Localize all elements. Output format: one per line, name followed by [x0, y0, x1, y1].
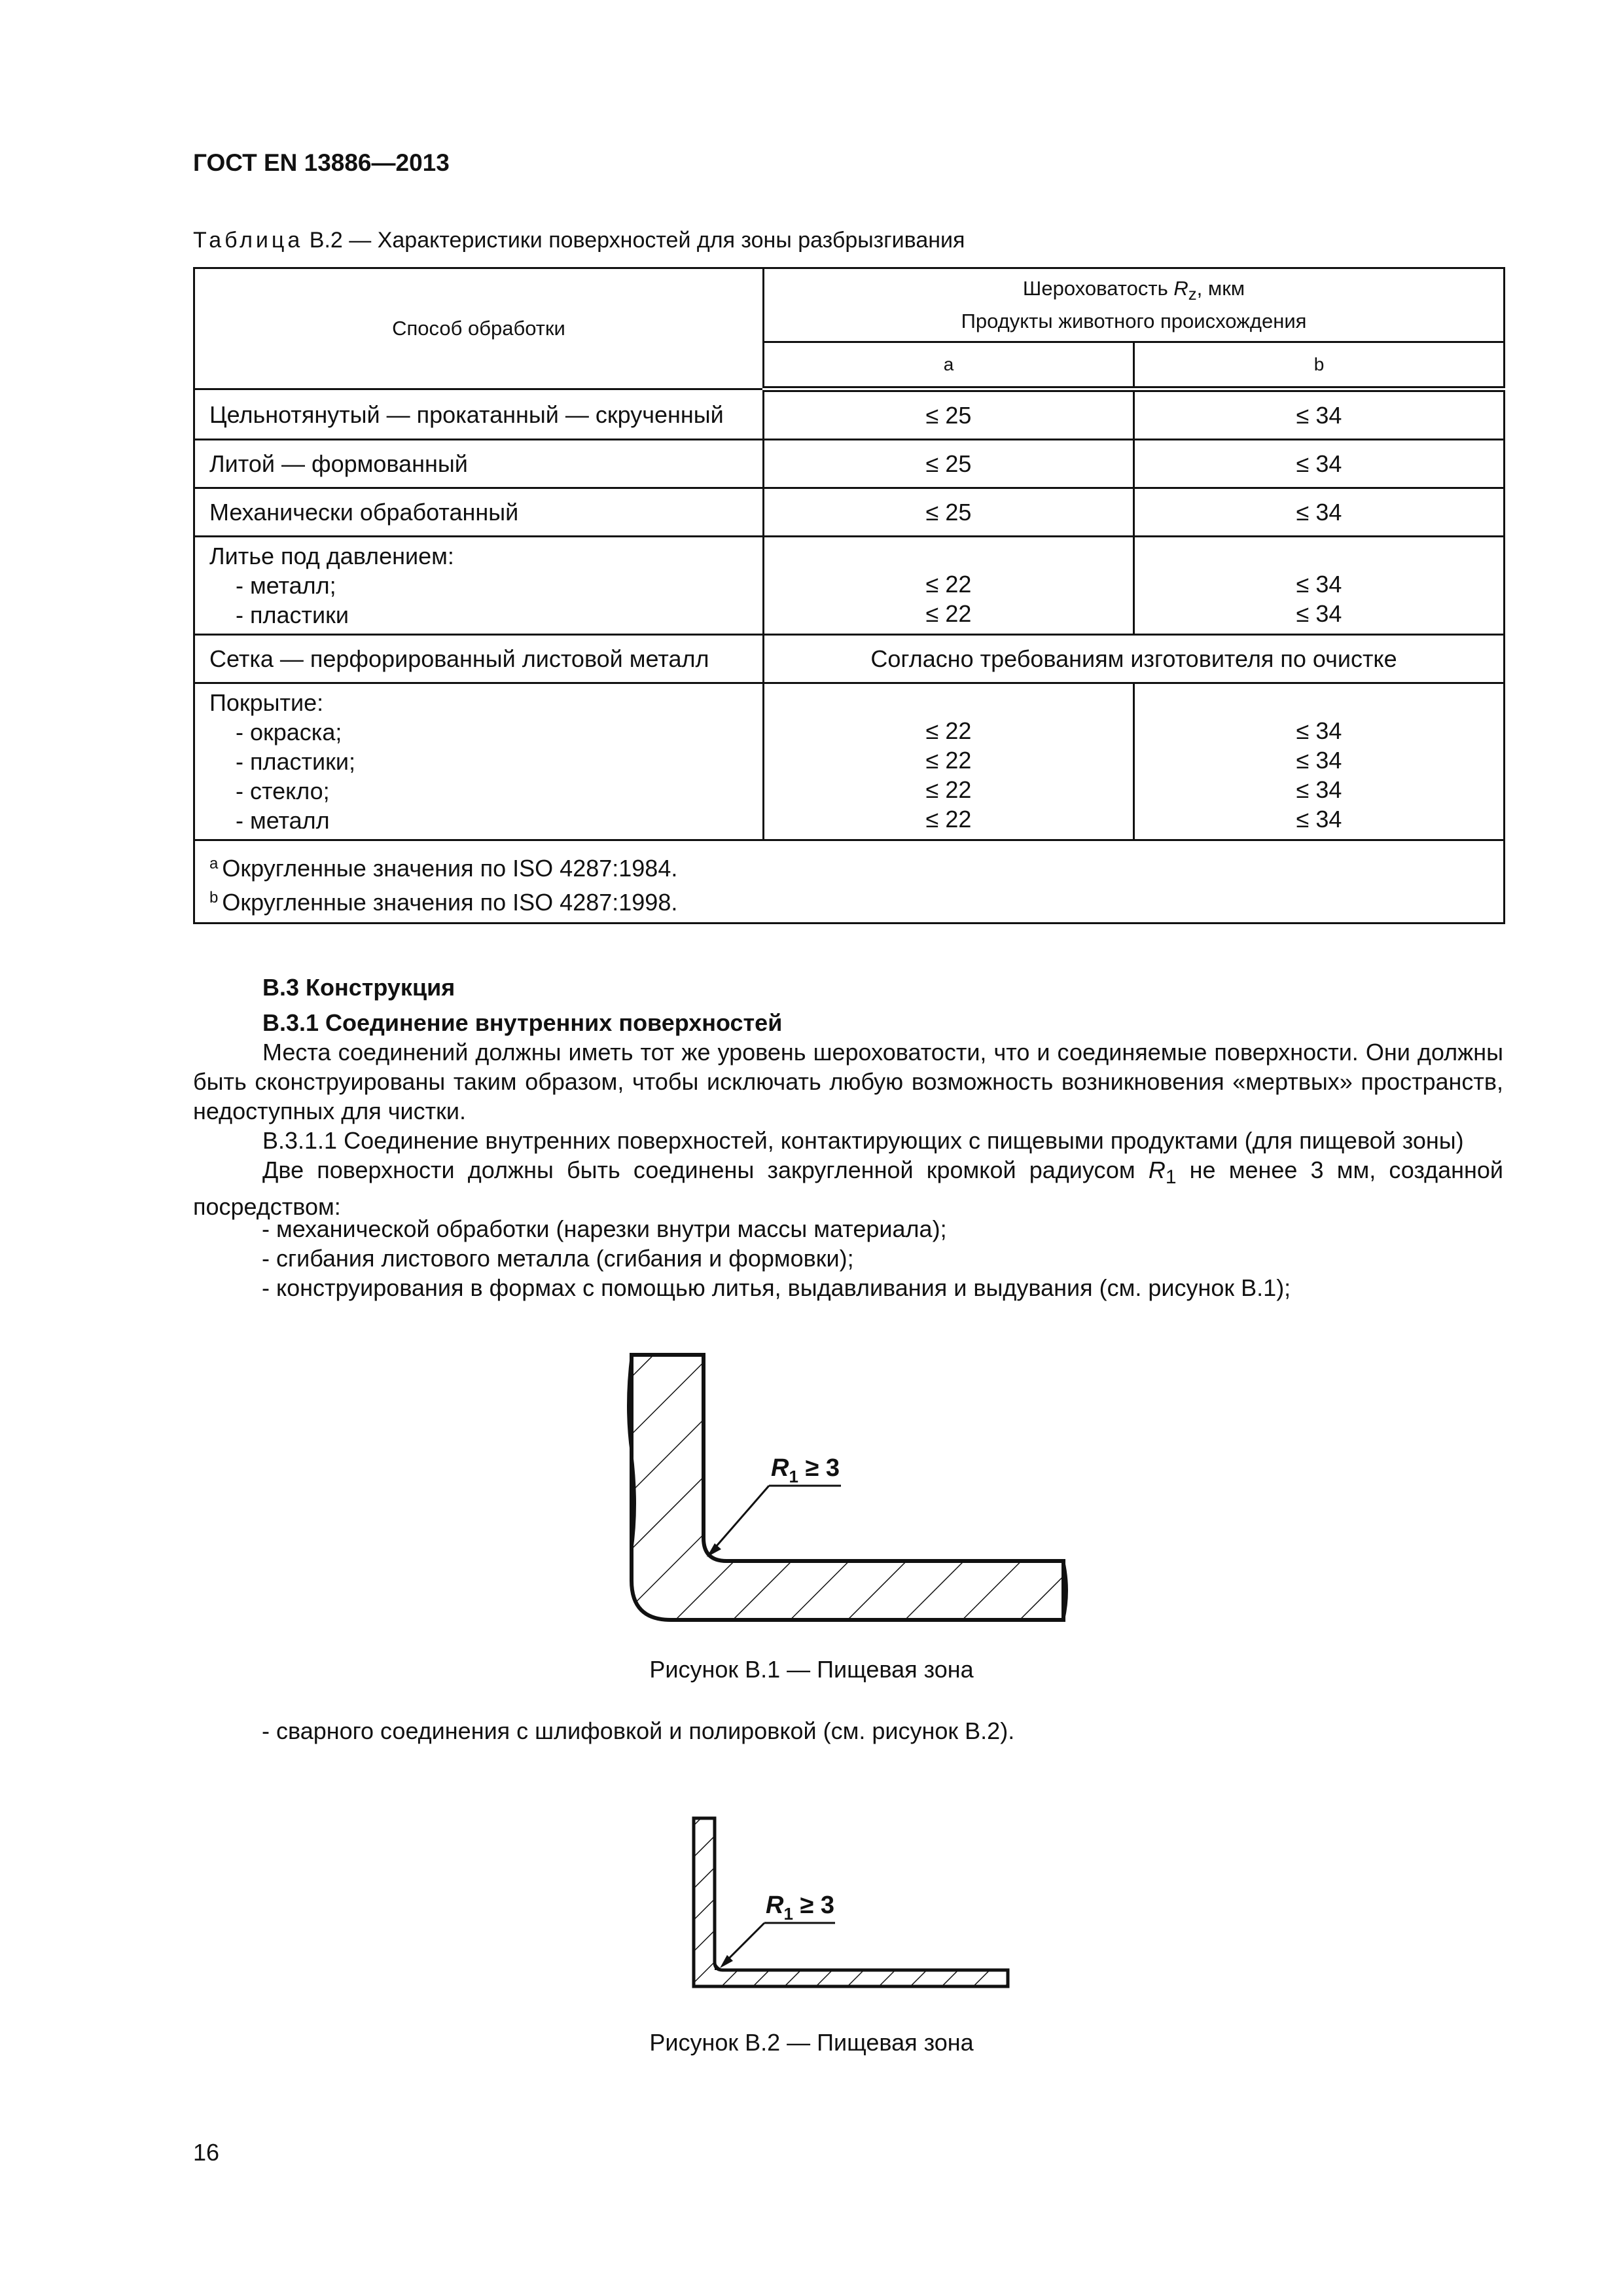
header-sub-a: a: [764, 342, 1134, 389]
header-roughness: Шероховатость $R_z$, мкм Продукты животного происхождения: [764, 268, 1505, 342]
figure-b2-caption: Рисунок В.2 — Пищевая зона: [649, 2029, 974, 2056]
table-row-mesh: [194, 635, 1505, 683]
fig1-leader-arrow: [707, 1543, 721, 1557]
list-item: - механической обработки (нарезки внутри массы материала);: [262, 1215, 947, 1242]
method-cell: Покрытие: - окраска; - пластики; - стекло; - металл: [194, 683, 764, 840]
table-row-coating: [194, 683, 1505, 840]
paragraph-b31: Места соединений должны иметь тот же уровень шероховатости, что и соединяемые поверхности. Они должны быть сконструированы таким образом, чтобы исключать любую возможность возникновения «мертвых» пространств, недоступных для чистки.: [193, 1039, 1503, 1124]
method-cell: Литье под давлением: - металл; - пластики: [194, 537, 764, 635]
value-b-cell: ≤ 34: [1134, 488, 1505, 537]
fig2-leader-line: [724, 1923, 764, 1964]
table-caption-text: В.2 — Характеристики поверхностей для зоны разбрызгивания: [309, 228, 965, 253]
value-a-cell: ≤ 25: [764, 440, 1134, 488]
list-item: - сварного соединения с шлифовкой и полировкой (см. рисунок В.2).: [262, 1717, 1015, 1744]
footnote-a: $^a$ Округленные значения по ISO 4287:1984.: [209, 855, 678, 882]
list-item: - сгибания листового металла (сгибания и формовки);: [262, 1245, 854, 1272]
value-a-cell: ≤ 25: [764, 488, 1134, 537]
section-heading-b3: В.3 Конструкция: [262, 974, 455, 1001]
section-heading-b31: В.3.1 Соединение внутренних поверхностей: [262, 1009, 783, 1036]
fig2-radius-label: $R_1 \ge 3$: [766, 1892, 835, 1924]
table-caption-label: Таблица: [193, 228, 304, 253]
figure-b1-drawing: [615, 1335, 1086, 1649]
value-b-cell: ≤ 34 ≤ 34 ≤ 34 ≤ 34: [1134, 683, 1505, 840]
list-item: - конструирования в формах с помощью литья, выдавливания и выдувания (см. рисунок В.1);: [262, 1274, 1291, 1301]
table-footnotes: [194, 840, 1505, 924]
table-row: [194, 440, 1505, 488]
value-b-cell: ≤ 34: [1134, 389, 1505, 440]
paragraph-b311: В.3.1.1 Соединение внутренних поверхностей, контактирующих с пищевыми продуктами (для пищевой зоны): [262, 1127, 1464, 1154]
value-merged-cell: Согласно требованиям изготовителя по очистке: [764, 635, 1505, 683]
value-a-cell: ≤ 22 ≤ 22 ≤ 22 ≤ 22: [764, 683, 1134, 840]
method-cell: Механически обработанный: [194, 488, 764, 537]
fig1-radius-label: $R_1 \ge 3$: [771, 1454, 840, 1486]
method-cell: Сетка — перфорированный листовой металл: [194, 635, 764, 683]
value-b-cell: ≤ 34 ≤ 34: [1134, 537, 1505, 635]
header-sub-b: b: [1134, 342, 1505, 389]
fig2-profile: [694, 1818, 1008, 1986]
table-row: [194, 488, 1505, 537]
footnote-b: $^b$ Округленные значения по ISO 4287:1998.: [209, 889, 678, 916]
value-a-cell: ≤ 25: [764, 389, 1134, 440]
paragraph-join-radius: Две поверхности должны быть соединены закругленной кромкой радиусом $R_1$ не менее 3 мм, созданной посредством:: [193, 1157, 1503, 1221]
figure-b1-caption: Рисунок В.1 — Пищевая зона: [649, 1656, 974, 1683]
fig1-leader-line: [712, 1486, 769, 1551]
header-animal-products: Продукты животного происхождения: [961, 309, 1307, 332]
table-caption: [193, 228, 965, 253]
table-row-die-casting: [194, 537, 1505, 635]
surface-characteristics-table: [193, 267, 1505, 924]
figure-b2-drawing: [681, 1806, 1021, 1996]
fig1-profile: [632, 1355, 1063, 1620]
value-b-cell: ≤ 34: [1134, 440, 1505, 488]
method-cell: Цельнотянутый — прокатанный — скрученный: [194, 389, 764, 440]
value-a-cell: ≤ 22 ≤ 22: [764, 537, 1134, 635]
page-number: 16: [193, 2139, 220, 2166]
method-cell: Литой — формованный: [194, 440, 764, 488]
document-header: ГОСТ EN 13886—2013: [193, 149, 450, 176]
table-row: [194, 389, 1505, 440]
header-method: Способ обработки: [194, 268, 764, 389]
